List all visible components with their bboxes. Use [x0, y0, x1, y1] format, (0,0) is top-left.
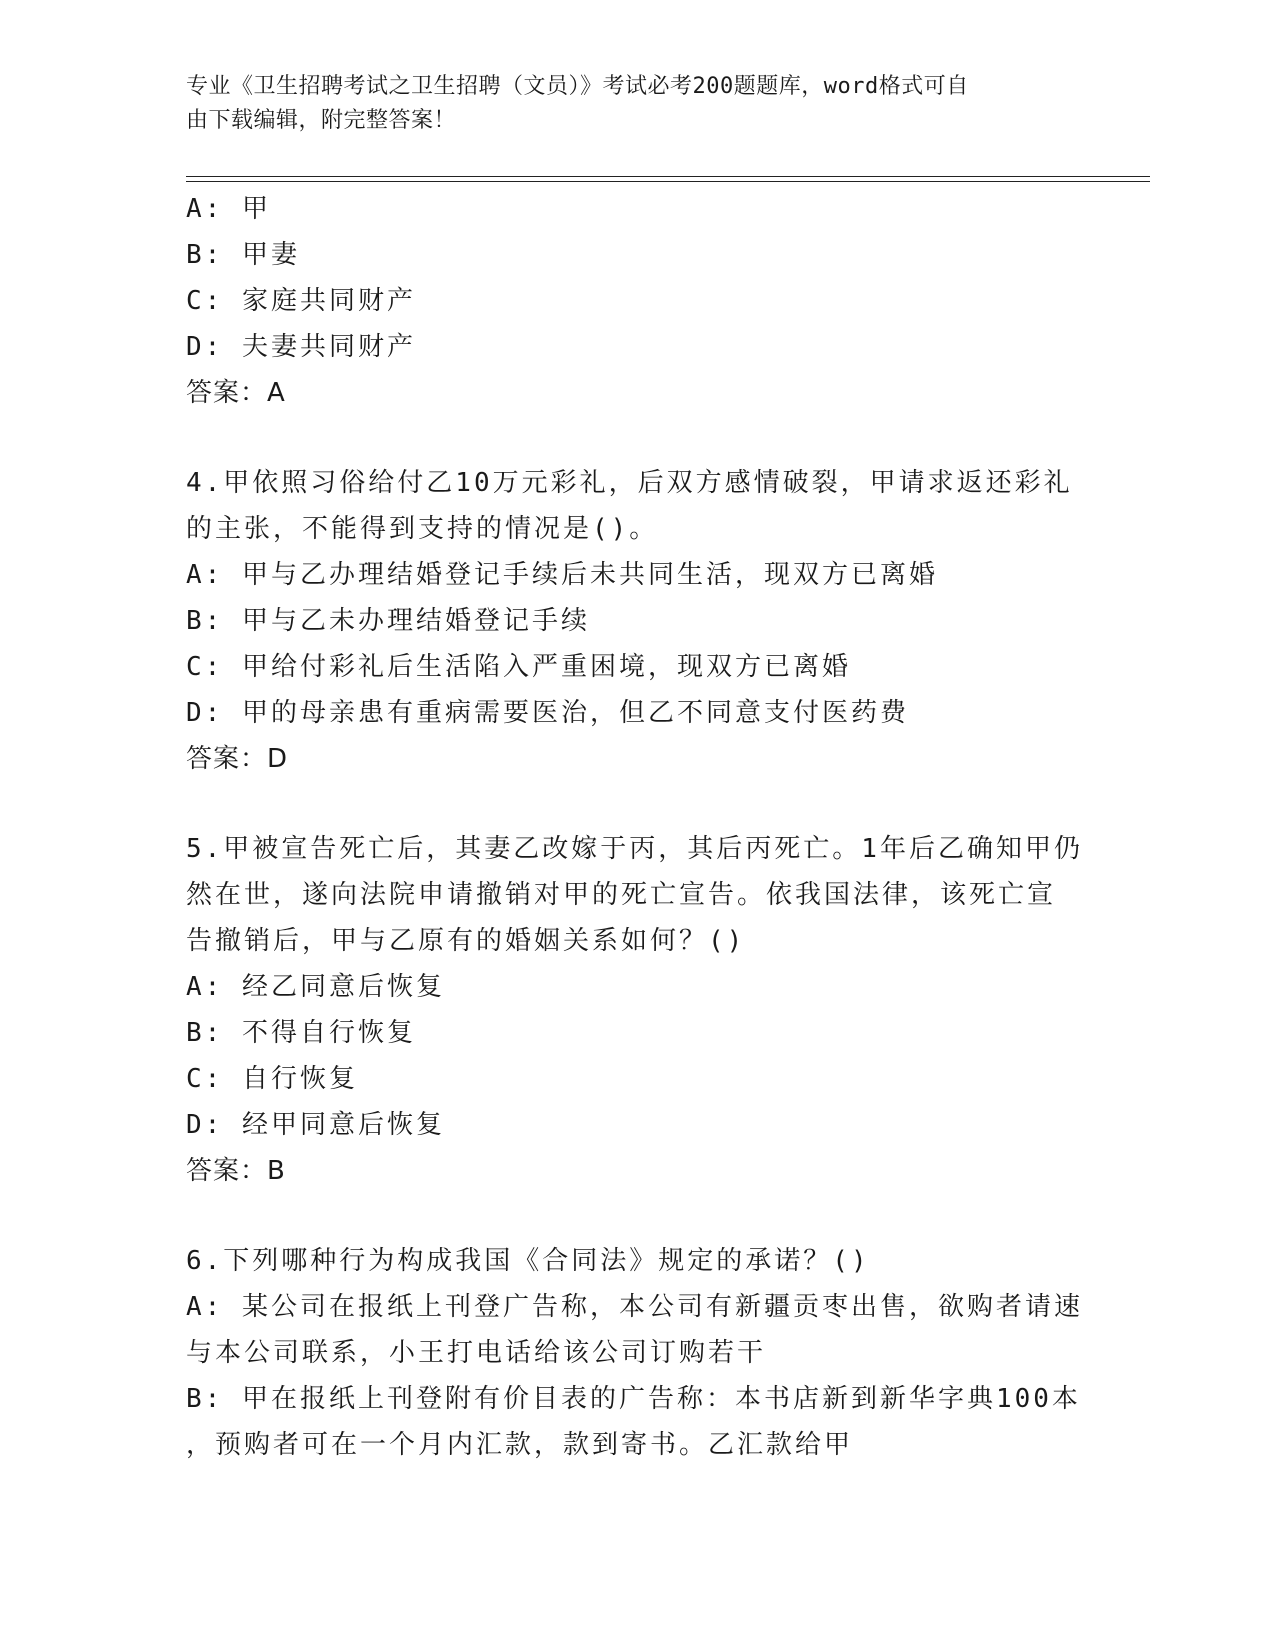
q5-stem-line-1: 5.甲被宣告死亡后，其妻乙改嫁于丙，其后丙死亡。1年后乙确知甲仍	[186, 834, 1083, 864]
q3-option-d: D: 夫妻共同财产	[186, 332, 416, 362]
q4-option-c: C: 甲给付彩礼后生活陷入严重困境，现双方已离婚	[186, 652, 851, 682]
header-rule-top	[186, 176, 1150, 177]
q5-option-b: B: 不得自行恢复	[186, 1018, 416, 1048]
q6-option-a-line-2: 与本公司联系，小王打电话给该公司订购若干	[186, 1338, 767, 1368]
q5-option-d: D: 经甲同意后恢复	[186, 1110, 445, 1140]
q4-option-b: B: 甲与乙未办理结婚登记手续	[186, 606, 590, 636]
document-header	[186, 70, 1066, 138]
q5-stem-line-2: 然在世，遂向法院申请撤销对甲的死亡宣告。依我国法律，该死亡宣	[186, 880, 1057, 910]
q5-option-c: C: 自行恢复	[186, 1064, 358, 1094]
q3-answer: 答案：A	[186, 378, 286, 408]
header-line-1: 专业《卫生招聘考试之卫生招聘（文员）》考试必考200题题库，word格式可自	[186, 74, 969, 99]
header-line-2: 由下载编辑，附完整答案！	[186, 108, 457, 133]
q3-option-b: B: 甲妻	[186, 240, 300, 270]
question-content	[186, 186, 1086, 1468]
q6-option-b-line-2: ，预购者可在一个月内汇款，款到寄书。乙汇款给甲	[186, 1430, 854, 1460]
q6-option-a-line-1: A: 某公司在报纸上刊登广告称，本公司有新疆贡枣出售，欲购者请速	[186, 1292, 1083, 1322]
q5-answer: 答案：B	[186, 1156, 286, 1186]
q6-stem-line-1: 6.下列哪种行为构成我国《合同法》规定的承诺？()	[186, 1246, 870, 1276]
question-3-block	[186, 186, 1086, 416]
q4-option-a: A: 甲与乙办理结婚登记手续后未共同生活，现双方已离婚	[186, 560, 938, 590]
q5-stem-line-3: 告撤销后，甲与乙原有的婚姻关系如何？()	[186, 926, 746, 956]
question-6-block	[186, 1238, 1086, 1468]
q4-option-d: D: 甲的母亲患有重病需要医治，但乙不同意支付医药费	[186, 698, 909, 728]
q5-option-a: A: 经乙同意后恢复	[186, 972, 445, 1002]
header-rule-bottom	[186, 181, 1150, 182]
question-5-block	[186, 826, 1086, 1194]
q4-stem-line-1: 4.甲依照习俗给付乙10万元彩礼，后双方感情破裂，甲请求返还彩礼	[186, 468, 1073, 498]
spacer	[186, 416, 1086, 460]
question-4-block	[186, 460, 1086, 782]
q4-stem-line-2: 的主张，不能得到支持的情况是()。	[186, 514, 659, 544]
spacer	[186, 782, 1086, 826]
q3-option-a: A: 甲	[186, 194, 271, 224]
q4-answer: 答案：D	[186, 744, 289, 774]
spacer	[186, 1194, 1086, 1238]
q6-option-b-line-1: B: 甲在报纸上刊登附有价目表的广告称：本书店新到新华字典100本	[186, 1384, 1081, 1414]
q3-option-c: C: 家庭共同财产	[186, 286, 416, 316]
